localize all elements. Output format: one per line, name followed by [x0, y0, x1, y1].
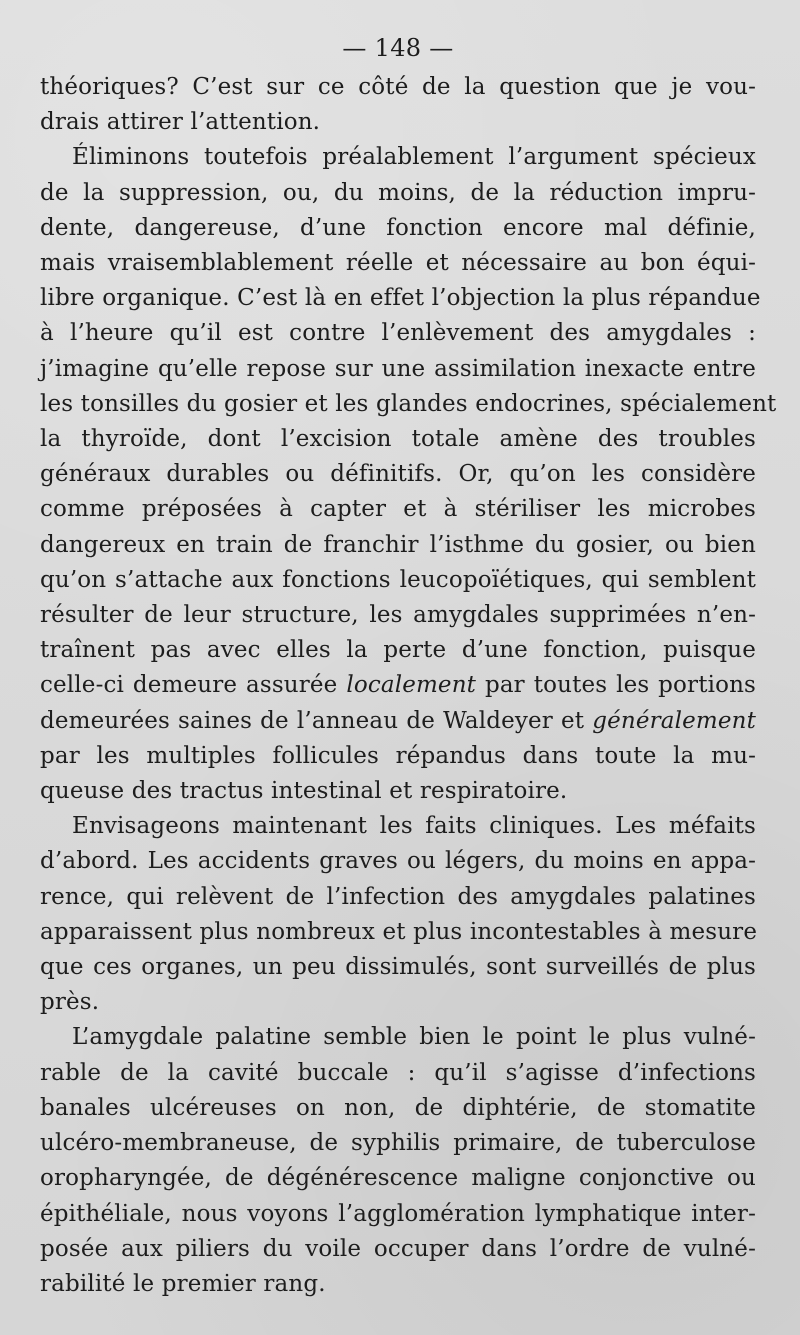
text-segment: demeurées saines de l’anneau de Waldeyer et: [40, 707, 593, 734]
paragraph-3: [40, 809, 756, 1020]
text-line: L’amygdale palatine semble bien le point le plus vulné-: [72, 1024, 756, 1051]
text-line: qu’on s’attache aux fonctions leucopoïétiques, qui semblent: [40, 566, 756, 593]
text-line: la thyroïde, dont l’excision totale amène des troubles: [40, 426, 756, 453]
page-number: — 148 —: [342, 34, 454, 62]
text-line: Envisageons maintenant les faits cliniques. Les méfaits: [72, 813, 756, 840]
text-line: dangereux en train de franchir l’isthme du gosier, ou bien: [40, 531, 756, 558]
text-line: d’abord. Les accidents graves ou légers, du moins en appa-: [40, 848, 756, 875]
text-segment: celle-ci demeure assurée: [40, 672, 347, 699]
text-line: théoriques? C’est sur ce côté de la question que je vou-: [40, 74, 756, 100]
paragraph-1: [40, 70, 756, 140]
text-line: rabilité le premier rang.: [40, 1270, 326, 1297]
text-line: [40, 704, 756, 739]
text-line: ulcéro-membraneuse, de syphilis primaire, de tuberculose: [40, 1130, 756, 1157]
text-line: apparaissent plus nombreux et plus incontestables à mesure: [40, 918, 758, 945]
paragraph-2: [40, 140, 777, 809]
text-line: généraux durables ou définitifs. Or, qu’on les considère: [40, 461, 756, 488]
text-line: banales ulcéreuses on non, de diphtérie, de stomatite: [40, 1094, 756, 1121]
text-line: par les multiples follicules répandus dans toute la mu-: [40, 742, 756, 769]
text-line: que ces organes, un peu dissimulés, sont surveillés de plus: [40, 954, 756, 981]
body-text: [40, 70, 777, 1302]
text-line: à l’heure qu’il est contre l’enlèvement des amygdales :: [40, 320, 756, 347]
text-line: rable de la cavité buccale : qu’il s’agisse d’infections: [40, 1059, 756, 1086]
emphasis-text: localement: [346, 672, 477, 699]
emphasis-text: généralement: [592, 707, 756, 734]
text-line: comme préposées à capter et à stériliser les microbes: [40, 496, 756, 523]
text-line: drais attirer l’attention.: [40, 109, 321, 136]
paragraph-4: [40, 1020, 756, 1302]
text-line: dente, dangereuse, d’une fonction encore mal définie,: [40, 214, 756, 241]
text-segment: par toutes les portions: [476, 672, 756, 699]
text-line: épithéliale, nous voyons l’agglomération lymphatique inter-: [40, 1200, 756, 1227]
text-line: [40, 668, 756, 703]
text-line: j’imagine qu’elle repose sur une assimilation inexacte entre: [40, 355, 756, 382]
text-line: de la suppression, ou, du moins, de la réduction impru-: [40, 179, 756, 206]
text-line: posée aux piliers du voile occuper dans l’ordre de vulné-: [40, 1235, 756, 1262]
text-line: Éliminons toutefois préalablement l’argument spécieux: [72, 144, 756, 171]
text-line: rence, qui relèvent de l’infection des amygdales palatines: [40, 883, 756, 910]
text-line: libre organique. C’est là en effet l’objection la plus répandue: [40, 285, 761, 312]
text-line: près.: [40, 989, 100, 1016]
text-line: résulter de leur structure, les amygdales supprimées n’en-: [40, 602, 756, 629]
text-line: les tonsilles du gosier et les glandes endocrines, spécialement: [40, 390, 777, 417]
text-line: oropharyngée, de dégénérescence maligne conjonctive ou: [40, 1165, 756, 1192]
text-line: queuse des tractus intestinal et respiratoire.: [40, 778, 568, 805]
text-line: mais vraisemblablement réelle et nécessaire au bon équi-: [40, 250, 756, 277]
text-line: traînent pas avec elles la perte d’une fonction, puisque: [40, 637, 756, 664]
